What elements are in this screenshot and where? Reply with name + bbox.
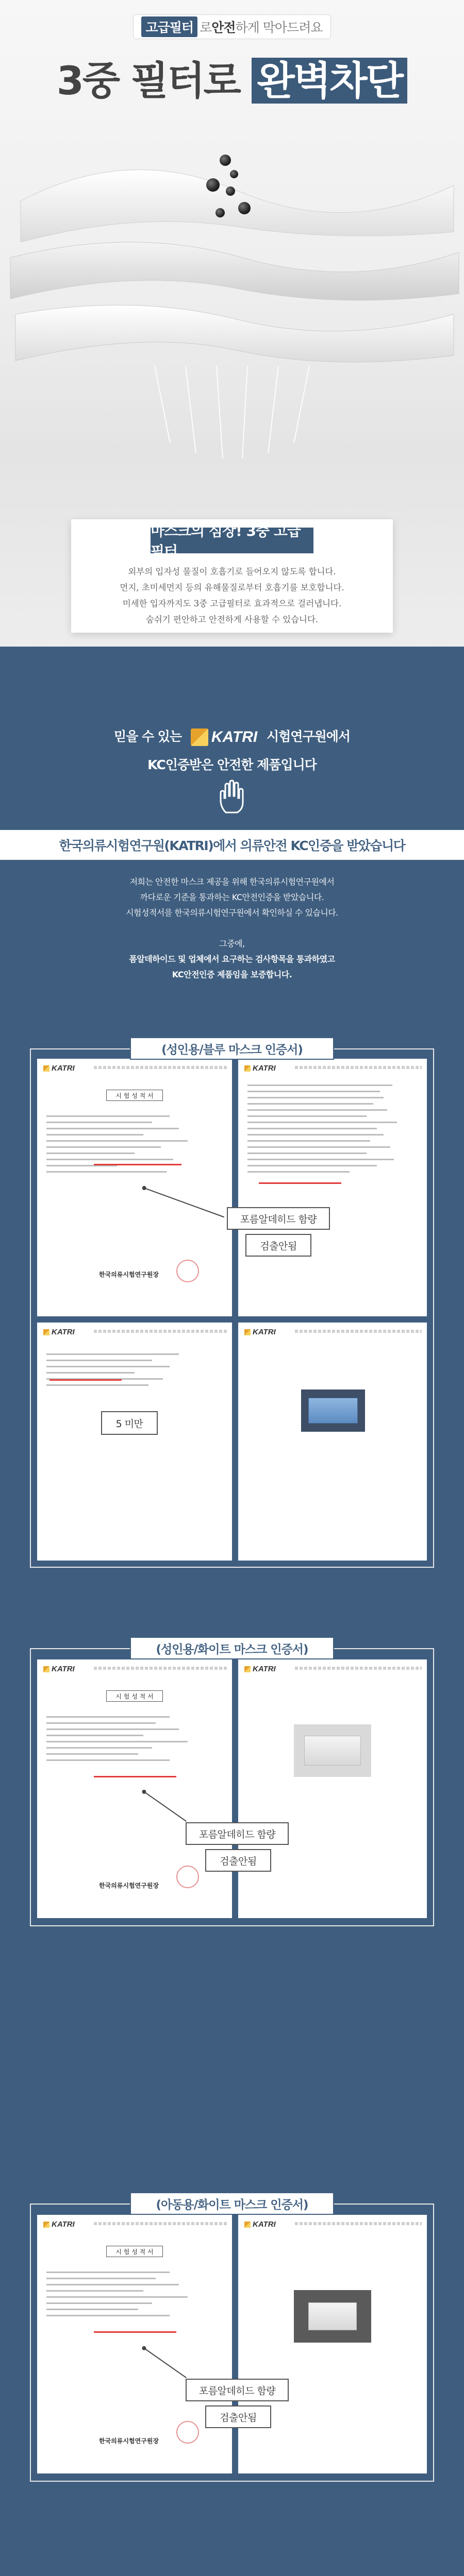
- dust-particle-icon: [238, 202, 251, 214]
- desc-line: 시험성적서를 한국의류시험연구원에서 확인하실 수 있습니다.: [126, 908, 338, 918]
- doc-logo-text: KATRI: [253, 1064, 276, 1073]
- desc-line: 저희는 안전한 마스크 제공을 위해 한국의류시험연구원에서: [129, 877, 335, 887]
- dust-particle-icon: [226, 187, 235, 196]
- formaldehyde-callout: 포름알데히드 함량: [186, 2379, 289, 2401]
- doc-logo-text: KATRI: [253, 1328, 276, 1336]
- katri-logo: [191, 728, 257, 746]
- katri-doc-logo: [244, 1665, 276, 1673]
- headline-text: 3중 필터로: [56, 58, 252, 104]
- doc-text-lines: [46, 1353, 223, 1391]
- red-stamp-icon: [176, 1260, 199, 1282]
- doc-logo-text: KATRI: [52, 1665, 75, 1673]
- desc-line: KC안전인증 제품임을 보증합니다.: [172, 970, 292, 979]
- mask-photo: [301, 1389, 365, 1432]
- kc-cert-section: [0, 647, 464, 2576]
- katri-doc-logo: [244, 2220, 276, 2229]
- katri-doc-logo: [43, 1064, 75, 1073]
- mask-photo: [294, 1724, 371, 1777]
- katri-logo-text: KATRI: [211, 728, 258, 745]
- filter-info-card: [71, 519, 393, 633]
- cert-document: [238, 2215, 427, 2473]
- doc-text-lines: [247, 1084, 418, 1177]
- kc-strip: 한국의류시험연구원(KATRI)에서 의류안전 KC인증을 받았습니다: [0, 830, 464, 860]
- info-line: 숨쉬기 편안하고 안전하게 사용할 수 있습니다.: [145, 615, 319, 624]
- cert-document: [238, 1323, 427, 1561]
- dust-particle-icon: [206, 178, 220, 192]
- doc-logo-text: KATRI: [52, 2220, 75, 2229]
- katri-doc-logo: [244, 1328, 276, 1336]
- hand-icon: [217, 779, 247, 816]
- pill-highlight: 고급필터: [141, 16, 197, 37]
- dust-particle-icon: [230, 170, 238, 178]
- info-line: 미세한 입자까지도 3중 고급필터로 효과적으로 걸러냅니다.: [122, 599, 342, 608]
- desc-line: 까다로운 기준을 통과하는 KC안전인증을 받았습니다.: [140, 892, 324, 902]
- katri-doc-logo: [43, 1328, 75, 1336]
- pill-bold: 안전: [211, 20, 236, 35]
- kc-line1-text: 시험연구원에서: [266, 729, 351, 744]
- doc-text-lines: [46, 1115, 223, 1177]
- desc-line: 폼알데하이드 및 업체에서 요구하는 검사항목을 통과하였고: [129, 954, 335, 964]
- doc-text-lines: [46, 1716, 223, 1766]
- doc-title: 시 험 성 적 서: [106, 1090, 163, 1101]
- cert-document: [37, 1659, 232, 1918]
- headline-highlight: 완벽차단: [252, 58, 407, 104]
- not-detected-callout: 검출안됨: [205, 1849, 271, 1872]
- cert-label: (성인용/화이트 마스크 인증서): [130, 1637, 334, 1659]
- katri-doc-logo: [244, 1064, 276, 1073]
- mask-photo: [294, 2290, 371, 2343]
- cert-document: [238, 1659, 427, 1918]
- kc-line1-text: 믿을 수 있는: [113, 729, 182, 744]
- filter-info-text: [71, 564, 393, 628]
- value-callout: 5 미만: [101, 1411, 158, 1435]
- not-detected-callout: 검출안됨: [245, 1234, 311, 1257]
- cert-document: [238, 1059, 427, 1316]
- doc-logo-text: KATRI: [253, 2220, 276, 2229]
- cert-document: [37, 1323, 232, 1561]
- desc-line: 그중에,: [219, 939, 245, 948]
- pill-text: 로: [200, 20, 212, 35]
- hero-pill: [133, 14, 331, 39]
- doc-sign: 한국의류시험연구원장: [99, 1882, 159, 1889]
- info-line: 외부의 입자성 물질이 호흡기로 들어오지 않도록 합니다.: [128, 567, 336, 577]
- katri-doc-logo: [43, 1665, 75, 1673]
- doc-logo-text: KATRI: [253, 1665, 276, 1673]
- doc-title: 시 험 성 적 서: [106, 2246, 163, 2257]
- doc-sign: 한국의류시험연구원장: [99, 1271, 159, 1278]
- red-stamp-icon: [176, 2421, 199, 2444]
- doc-logo-text: KATRI: [52, 1064, 75, 1073]
- kc-description: [0, 874, 464, 982]
- kc-line1: [0, 726, 464, 746]
- cert-label: (아동용/화이트 마스크 인증서): [130, 2192, 334, 2215]
- formaldehyde-callout: 포름알데히드 함량: [186, 1822, 289, 1845]
- cert-document: [37, 2215, 232, 2473]
- doc-title: 시 험 성 적 서: [106, 1690, 163, 1702]
- cert-document: [37, 1059, 232, 1316]
- filter-layers-illustration: [0, 124, 464, 495]
- filter-info-title: 마스크의 심장! 3중 고급필터: [151, 528, 313, 553]
- filter-section: [0, 0, 464, 647]
- katri-doc-logo: [43, 2220, 75, 2229]
- not-detected-callout: 검출안됨: [205, 2405, 271, 2428]
- red-stamp-icon: [176, 1866, 199, 1888]
- dust-particle-icon: [216, 208, 225, 217]
- kc-line2: KC인증받은 안전한 제품입니다: [147, 757, 317, 772]
- pill-text: 하게 막아드려요: [235, 20, 323, 35]
- hero-headline: [0, 49, 464, 106]
- dust-particle-icon: [220, 155, 231, 166]
- doc-logo-text: KATRI: [52, 1328, 75, 1336]
- doc-text-lines: [46, 2272, 223, 2321]
- formaldehyde-callout: 포름알데히드 함량: [227, 1207, 330, 1230]
- info-line: 먼지, 초미세먼지 등의 유해물질로부터 호흡기를 보호합니다.: [120, 583, 344, 592]
- doc-sign: 한국의류시험연구원장: [99, 2437, 159, 2445]
- cert-label: (성인용/블루 마스크 인증서): [130, 1037, 334, 1060]
